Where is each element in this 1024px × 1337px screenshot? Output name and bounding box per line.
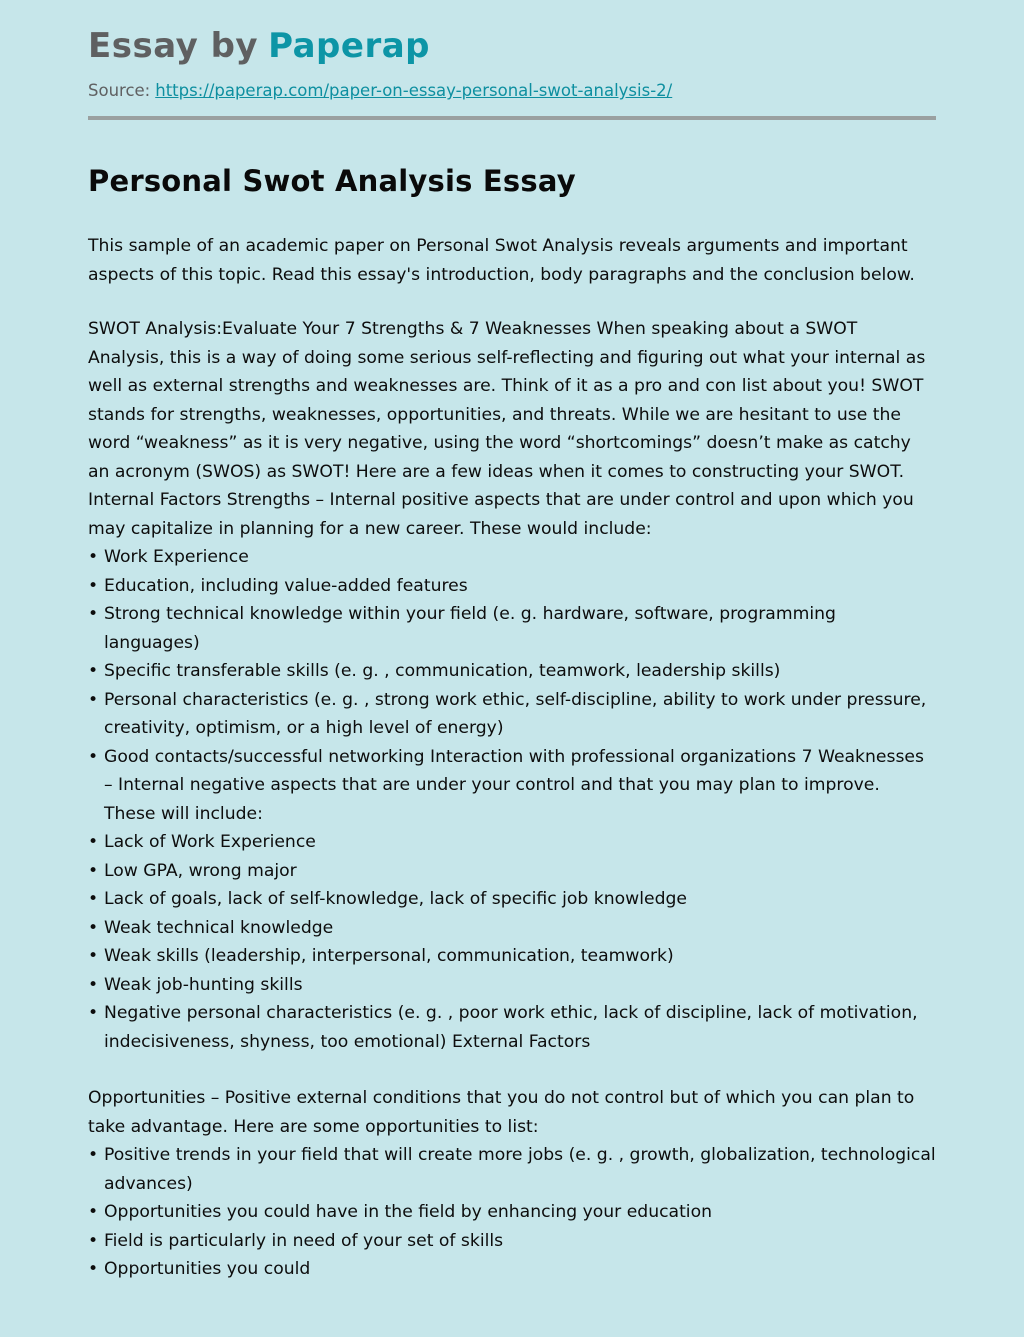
list-item: • Specific transferable skills (e. g. , communication, teamwork, leadership skills) — [88, 657, 936, 686]
list-item: • Low GPA, wrong major — [88, 857, 936, 886]
page-title: Personal Swot Analysis Essay — [88, 163, 576, 198]
opportunities-paragraph: Opportunities – Positive external conditions that you do not control but of which you can plan to take advantage. Here are some opportunities to list: — [88, 1088, 915, 1137]
brand-name: Paperap — [268, 26, 431, 66]
list-item: • Weak skills (leadership, interpersonal, communication, teamwork) — [88, 942, 936, 971]
brand-prefix: Essay by — [88, 26, 259, 66]
opportunities-list — [88, 1141, 936, 1284]
list-item: • Education, including value-added features — [88, 572, 936, 601]
list-item: • Negative personal characteristics (e. g. , poor work ethic, lack of discipline, lack of motivation, indecisiveness, shyness, too emotional) External Factors — [88, 999, 936, 1056]
list-item: • Lack of goals, lack of self-knowledge, lack of specific job knowledge — [88, 885, 936, 914]
list-item: • Opportunities you could have in the field by enhancing your education — [88, 1198, 936, 1227]
list-item: • Strong technical knowledge within your field (e. g. hardware, software, programming languages) — [88, 600, 936, 657]
source-url-link[interactable]: https://paperap.com/paper-on-essay-personal-swot-analysis-2/ — [155, 81, 673, 101]
list-item: • Weak technical knowledge — [88, 914, 936, 943]
article-body — [0, 164, 1024, 1284]
intro-paragraph: SWOT Analysis:Evaluate Your 7 Strengths & 7 Weaknesses When speaking about a SWOT Analysis, this is a way of doing some serious self-reflecting and figuring out what your internal as well as external strengths and weaknesses are. Think of it as a pro and con list about you! SWOT stands for strengths, weaknesses, opportunities, and threats. While we are hesitant to use the word “weakness” as it is very negative, using the word “shortcomings” doesn’t make as catchy an acronym (SWOS) as SWOT! Here are a few ideas when it comes to constructing your SWOT. Internal Factors Strengths – Internal positive aspects that are under control and upon which you may capitalize in planning for a new career. These would include: — [88, 319, 926, 539]
header-divider — [88, 116, 936, 120]
list-item: • Good contacts/successful networking Interaction with professional organizations 7 Weaknesses – Internal negative aspects that are under your control and that you may plan to improve. These will include: — [88, 743, 936, 829]
source-label: Source: — [88, 81, 151, 101]
article-summary: This sample of an academic paper on Personal Swot Analysis reveals arguments and important aspects of this topic. Read this essay's introduction, body paragraphs and the conclusion below. — [88, 236, 915, 285]
list-item: • Field is particularly in need of your set of skills — [88, 1227, 936, 1256]
list-item: • Lack of Work Experience — [88, 828, 936, 857]
list-item: • Opportunities you could — [88, 1255, 936, 1284]
site-header — [0, 0, 1024, 102]
source-line — [88, 80, 936, 101]
list-item: • Positive trends in your field that will create more jobs (e. g. , growth, globalization, technological advances) — [88, 1141, 936, 1198]
weaknesses-list — [88, 828, 936, 1056]
paragraph-spacer — [88, 1056, 936, 1084]
brand-title — [88, 26, 936, 66]
list-item: • Weak job-hunting skills — [88, 971, 936, 1000]
list-item: • Personal characteristics (e. g. , strong work ethic, self-discipline, ability to work under pressure, creativity, optimism, or a high level of energy) — [88, 686, 936, 743]
strengths-list — [88, 543, 936, 828]
list-item: • Work Experience — [88, 543, 936, 572]
